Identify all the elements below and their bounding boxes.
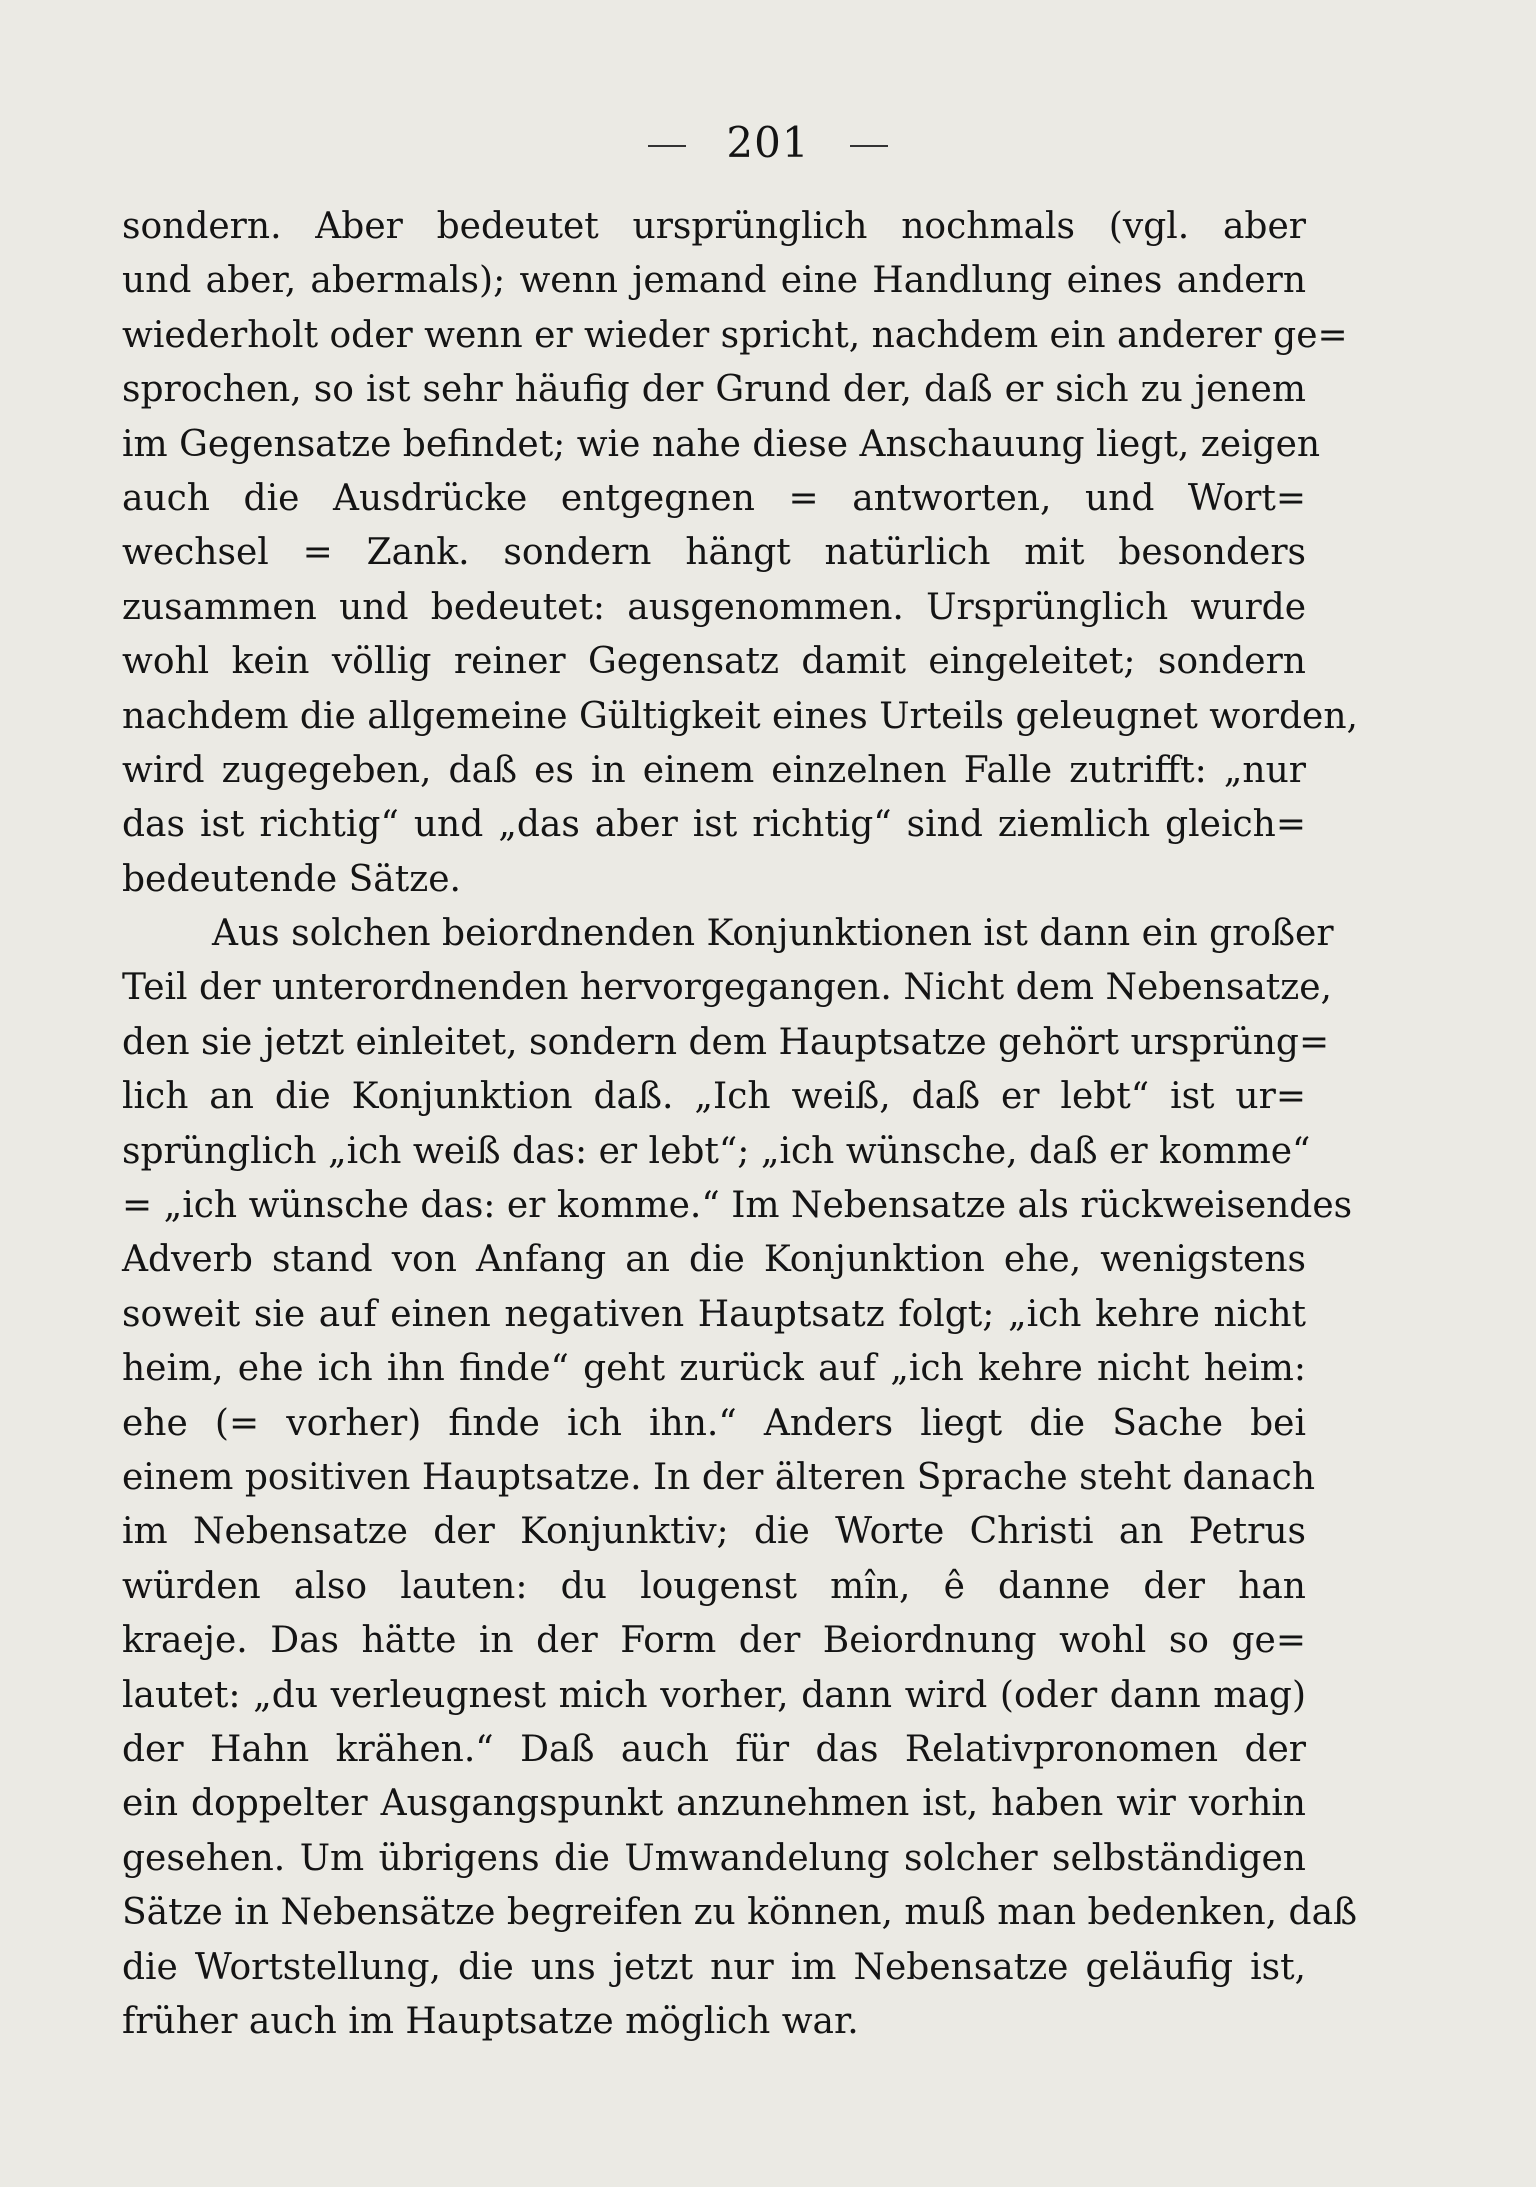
text-line: lautet: „du verleugnest mich vorher, dann wird (oder dann mag) bbox=[122, 1674, 1306, 1716]
text-line: Teil der unterordnenden hervorgegangen. Nicht dem Nebensatze, bbox=[122, 967, 1332, 1009]
text-line: würden also lauten: du lougenst mîn, ê danne der han bbox=[122, 1565, 1306, 1607]
text-line: sprünglich „ich weiß das: er lebt“; „ich wünsche, daß er komme“ bbox=[122, 1130, 1311, 1172]
left-dash bbox=[648, 145, 686, 147]
text-line: wird zugegeben, daß es in einem einzelnen Falle zutrifft: „nur bbox=[122, 749, 1306, 791]
text-line: wechsel = Zank. sondern hängt natürlich mit besonders bbox=[122, 532, 1306, 574]
text-line: im Nebensatze der Konjunktiv; die Worte Christi an Petrus bbox=[122, 1511, 1306, 1553]
text-line: ein doppelter Ausgangspunkt anzunehmen ist, haben wir vorhin bbox=[122, 1783, 1306, 1825]
text-line: kraeje. Das hätte in der Form der Beiordnung wohl so ge= bbox=[122, 1620, 1306, 1662]
text-line: der Hahn krähen.“ Daß auch für das Relativpronomen der bbox=[122, 1728, 1306, 1770]
text-line: sondern. Aber bedeutet ursprünglich nochmals (vgl. aber bbox=[122, 206, 1306, 247]
text-line: Sätze in Nebensätze begreifen zu können, muß man bedenken, daß bbox=[122, 1892, 1358, 1934]
text-line: auch die Ausdrücke entgegnen = antworten, und Wort= bbox=[122, 477, 1306, 519]
text-line: wohl kein völlig reiner Gegensatz damit eingeleitet; sondern bbox=[122, 641, 1306, 683]
text-line: lich an die Konjunktion daß. „Ich weiß, daß er lebt“ ist ur= bbox=[122, 1076, 1306, 1118]
right-dash bbox=[850, 145, 888, 147]
text-line: einem positiven Hauptsatze. In der älteren Sprache steht danach bbox=[122, 1456, 1316, 1498]
text-line: heim, ehe ich ihn finde“ geht zurück auf „ich kehre nicht heim: bbox=[122, 1348, 1306, 1390]
text-line: gesehen. Um übrigens die Umwandelung solcher selbständigen bbox=[122, 1837, 1306, 1879]
text-line: sprochen, so ist sehr häufig der Grund der, daß er sich zu jenem bbox=[122, 369, 1306, 411]
text-line: bedeutende Sätze. bbox=[122, 858, 461, 900]
page-number: 201 bbox=[726, 118, 810, 167]
text-line: das ist richtig“ und „das aber ist richtig“ sind ziemlich gleich= bbox=[122, 804, 1306, 846]
text-line: soweit sie auf einen negativen Hauptsatz folgt; „ich kehre nicht bbox=[122, 1293, 1306, 1335]
text-line: im Gegensatze befindet; wie nahe diese Anschauung liegt, zeigen bbox=[122, 423, 1321, 465]
text-line: Adverb stand von Anfang an die Konjunktion ehe, wenigstens bbox=[122, 1239, 1306, 1281]
text-line: den sie jetzt einleitet, sondern dem Hauptsatze gehört ursprüng= bbox=[122, 1021, 1330, 1063]
page-number-header bbox=[0, 118, 1536, 167]
text-line: zusammen und bedeutet: ausgenommen. Ursprünglich wurde bbox=[122, 586, 1306, 628]
text-line: und aber, abermals); wenn jemand eine Handlung eines andern bbox=[122, 260, 1306, 302]
body-text bbox=[122, 200, 1358, 2049]
text-line: früher auch im Hauptsatze möglich war. bbox=[122, 2000, 859, 2042]
text-line: ehe (= vorher) finde ich ihn.“ Anders liegt die Sache bei bbox=[122, 1402, 1306, 1444]
text-line: wiederholt oder wenn er wieder spricht, nachdem ein anderer ge= bbox=[122, 314, 1348, 356]
text-line: nachdem die allgemeine Gültigkeit eines Urteils geleugnet worden, bbox=[122, 695, 1358, 737]
text-line: die Wortstellung, die uns jetzt nur im Nebensatze geläufig ist, bbox=[122, 1946, 1306, 1988]
text-line: Aus solchen beiordnenden Konjunktionen ist dann ein großer bbox=[212, 913, 1334, 955]
text-line: = „ich wünsche das: er komme.“ Im Nebensatze als rückweisendes bbox=[122, 1185, 1353, 1227]
